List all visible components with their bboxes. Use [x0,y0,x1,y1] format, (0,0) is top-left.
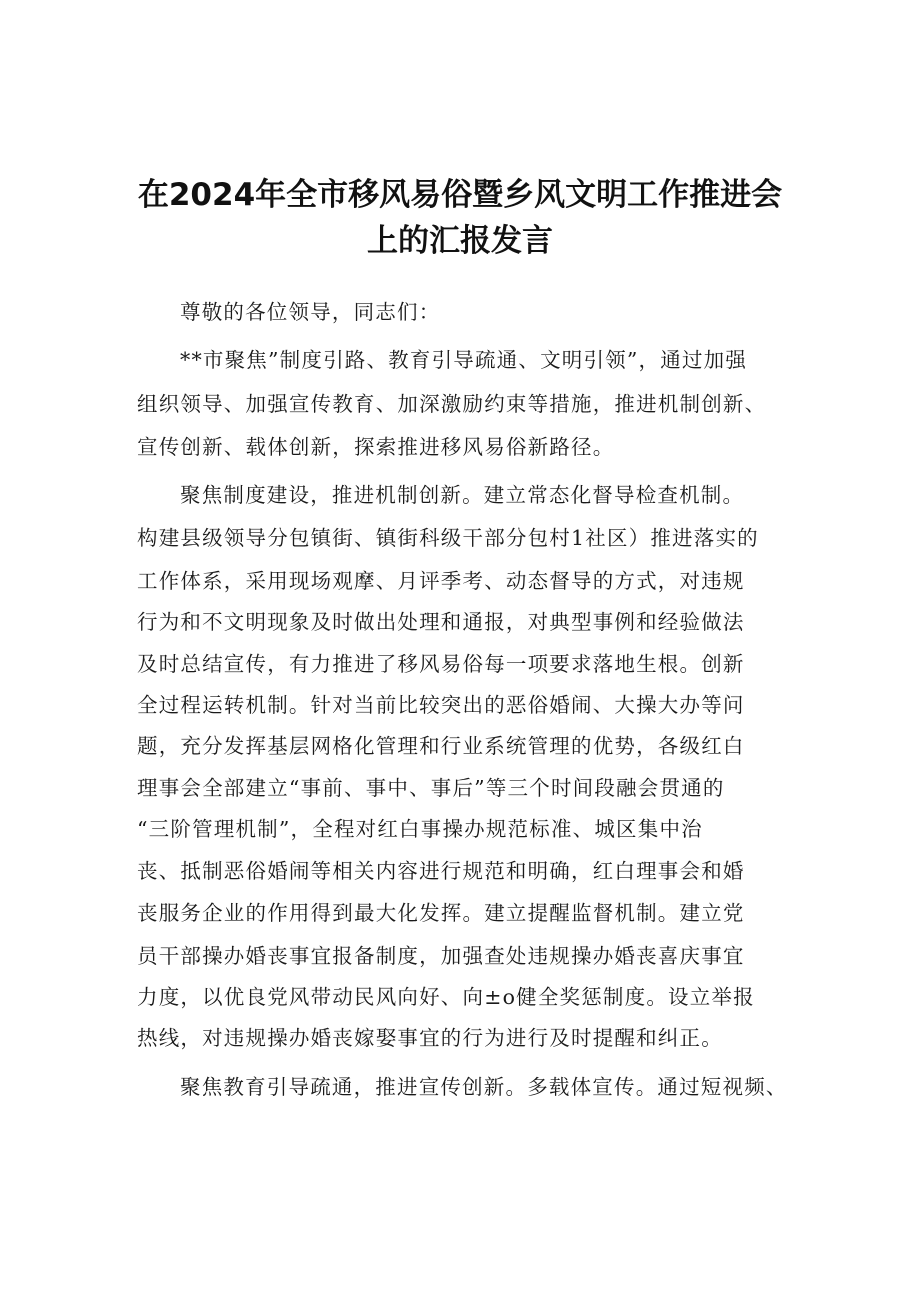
paragraph-line: 及时总结宣传，有力推进了移风易俗每一项要求落地生根。创新 [137,652,745,676]
document-title-line-1: 在2024年全市移风易俗暨乡风文明工作推进会 [137,177,783,213]
paragraph-line: 宣传创新、载体创新，探索推进移风易俗新路径。 [137,435,615,459]
paragraph-line: 聚焦教育引导疏通，推进宣传创新。多载体宣传。通过短视频、 [180,1075,788,1099]
paragraph-line: **市聚焦”制度引路、教育引导疏通、文明引领”，通过加强 [180,348,748,372]
paragraph-line: 丧服务企业的作用得到最大化发挥。建立提醒监督机制。建立党 [137,901,745,925]
paragraph-line: 工作体系，采用现场观摩、月评季考、动态督导的方式，对违规 [137,569,745,593]
paragraph-line: 热线，对违规操办婚丧嫁娶事宜的行为进行及时提醒和纠正。 [137,1026,723,1050]
paragraph-line: “三阶管理机制”，全程对红白事操办规范标准、城区集中治 [137,817,703,841]
paragraph-line: 聚焦制度建设，推进机制创新。建立常态化督导检查机制。 [180,483,745,507]
paragraph-line: 构建县级领导分包镇街、镇街科级干部分包村1社区）推进落实的 [137,526,759,550]
document-title-line-2: 上的汇报发言 [367,223,553,259]
paragraph-line: 力度，以优良党风带动民风向好、向±o健全奖惩制度。设立举报 [137,985,755,1009]
paragraph-line: 行为和不文明现象及时做出处理和通报，对典型事例和经验做法 [137,610,745,634]
paragraph-line: 全过程运转机制。针对当前比较突出的恶俗婚闹、大操大办等问 [137,693,745,717]
paragraph-line: 组织领导、加强宣传教育、加深激励约束等措施，推进机制创新、 [137,392,767,416]
paragraph-line: 丧、抵制恶俗婚闹等相关内容进行规范和明确，红白理事会和婚 [137,859,745,883]
paragraph-line: 员干部操办婚丧事宜报备制度，加强查处违规操办婚丧喜庆事宜 [137,944,745,968]
salutation: 尊敬的各位领导，同志们： [180,300,441,324]
paragraph-line: 题，充分发挥基层网格化管理和行业系统管理的优势，各级红白 [137,734,745,758]
paragraph-line: 理事会全部建立“事前、事中、事后”等三个时间段融会贯通的 [137,776,725,800]
